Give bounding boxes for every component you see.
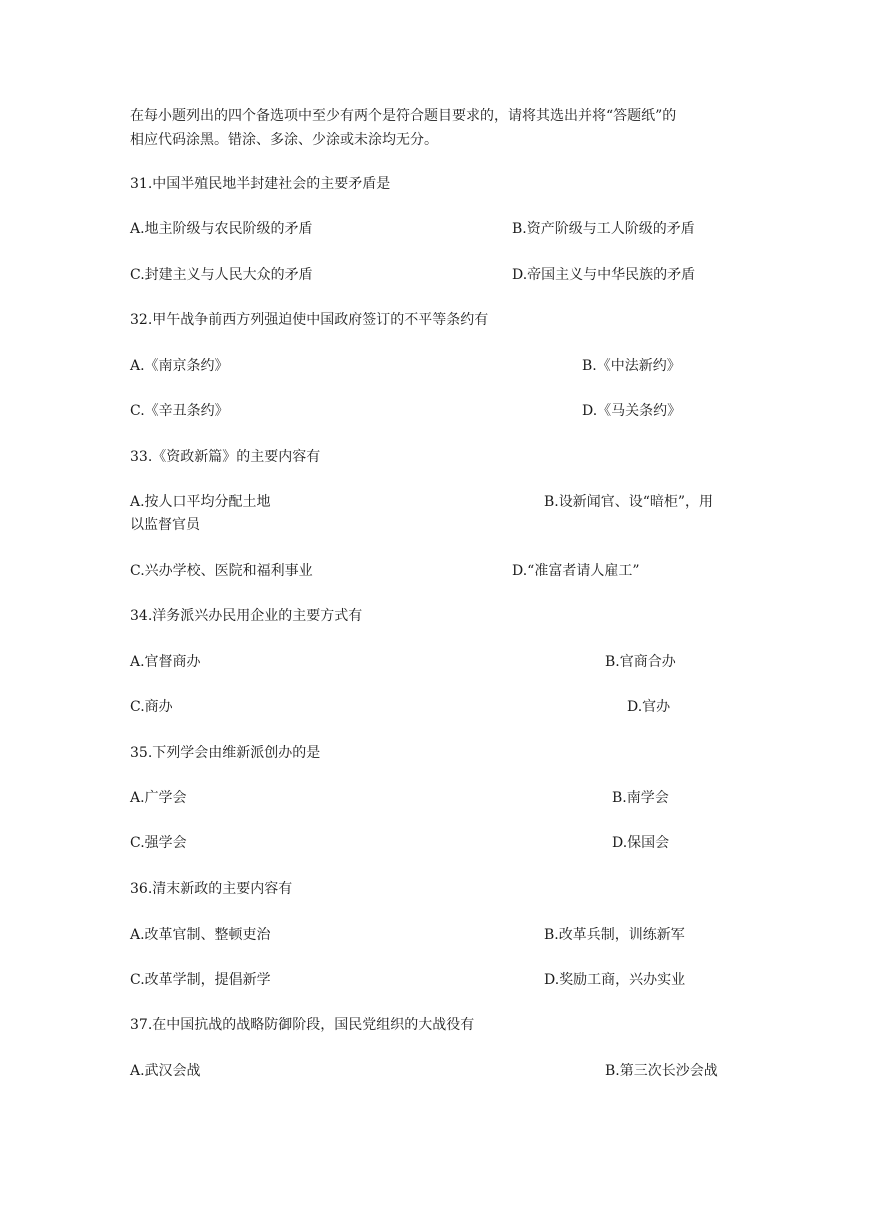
question-35-option-b: B.南学会	[612, 790, 669, 806]
question-34-option-a: A.官督商办	[130, 654, 201, 670]
question-33-option-b-continued: 以监督官员	[130, 517, 200, 533]
question-34-option-b: B.官商合办	[605, 654, 676, 670]
question-32-option-a: A.《南京条约》	[130, 358, 229, 374]
question-36-option-d: D.奖励工商，兴办实业	[544, 972, 686, 988]
question-31-option-c: C.封建主义与人民大众的矛盾	[130, 267, 313, 283]
question-31-option-b: B.资产阶级与工人阶级的矛盾	[512, 221, 695, 237]
question-36-option-a: A.改革官制、整顿吏治	[130, 927, 271, 943]
question-35-option-d: D.保国会	[612, 835, 670, 851]
question-37-option-a: A.武汉会战	[130, 1063, 201, 1079]
question-31-option-a: A.地主阶级与农民阶级的矛盾	[130, 221, 313, 237]
question-32-option-d: D.《马关条约》	[582, 403, 682, 419]
question-35-stem: 35.下列学会由维新派创办的是	[130, 745, 321, 761]
question-32-stem: 32.甲午战争前西方列强迫使中国政府签订的不平等条约有	[130, 312, 489, 328]
instructions-line-2: 相应代码涂黑。错涂、多涂、少涂或未涂均无分。	[130, 132, 438, 148]
question-32-option-c: C.《辛丑条约》	[130, 403, 229, 419]
question-33-option-b: B.设新闻官、设“暗柜”，用	[544, 494, 714, 510]
question-31-stem: 31.中国半殖民地半封建社会的主要矛盾是	[130, 176, 391, 192]
question-33-stem: 33.《资政新篇》的主要内容有	[130, 449, 321, 465]
question-33-option-d: D.“准富者请人雇工”	[512, 563, 640, 579]
instructions	[130, 104, 740, 152]
question-34-option-c: C.商办	[130, 699, 173, 715]
question-34-option-d: D.官办	[627, 699, 671, 715]
question-33-option-a: A.按人口平均分配土地	[130, 494, 271, 510]
question-36-option-b: B.改革兵制，训练新军	[544, 927, 685, 943]
question-33-option-c: C.兴办学校、医院和福利事业	[130, 563, 313, 579]
question-32-option-b: B.《中法新约》	[582, 358, 681, 374]
instructions-line-1: 在每小题列出的四个备选项中至少有两个是符合题目要求的，请将其选出并将“答题纸”的	[130, 108, 677, 124]
question-36-stem: 36.清末新政的主要内容有	[130, 881, 293, 897]
question-35-option-c: C.强学会	[130, 835, 187, 851]
question-35-option-a: A.广学会	[130, 790, 187, 806]
question-31-option-d: D.帝国主义与中华民族的矛盾	[512, 267, 696, 283]
question-36-option-c: C.改革学制，提倡新学	[130, 972, 271, 988]
question-34-stem: 34.洋务派兴办民用企业的主要方式有	[130, 608, 363, 624]
question-37-option-b: B.第三次长沙会战	[605, 1063, 718, 1079]
question-37-stem: 37.在中国抗战的战略防御阶段，国民党组织的大战役有	[130, 1017, 475, 1033]
